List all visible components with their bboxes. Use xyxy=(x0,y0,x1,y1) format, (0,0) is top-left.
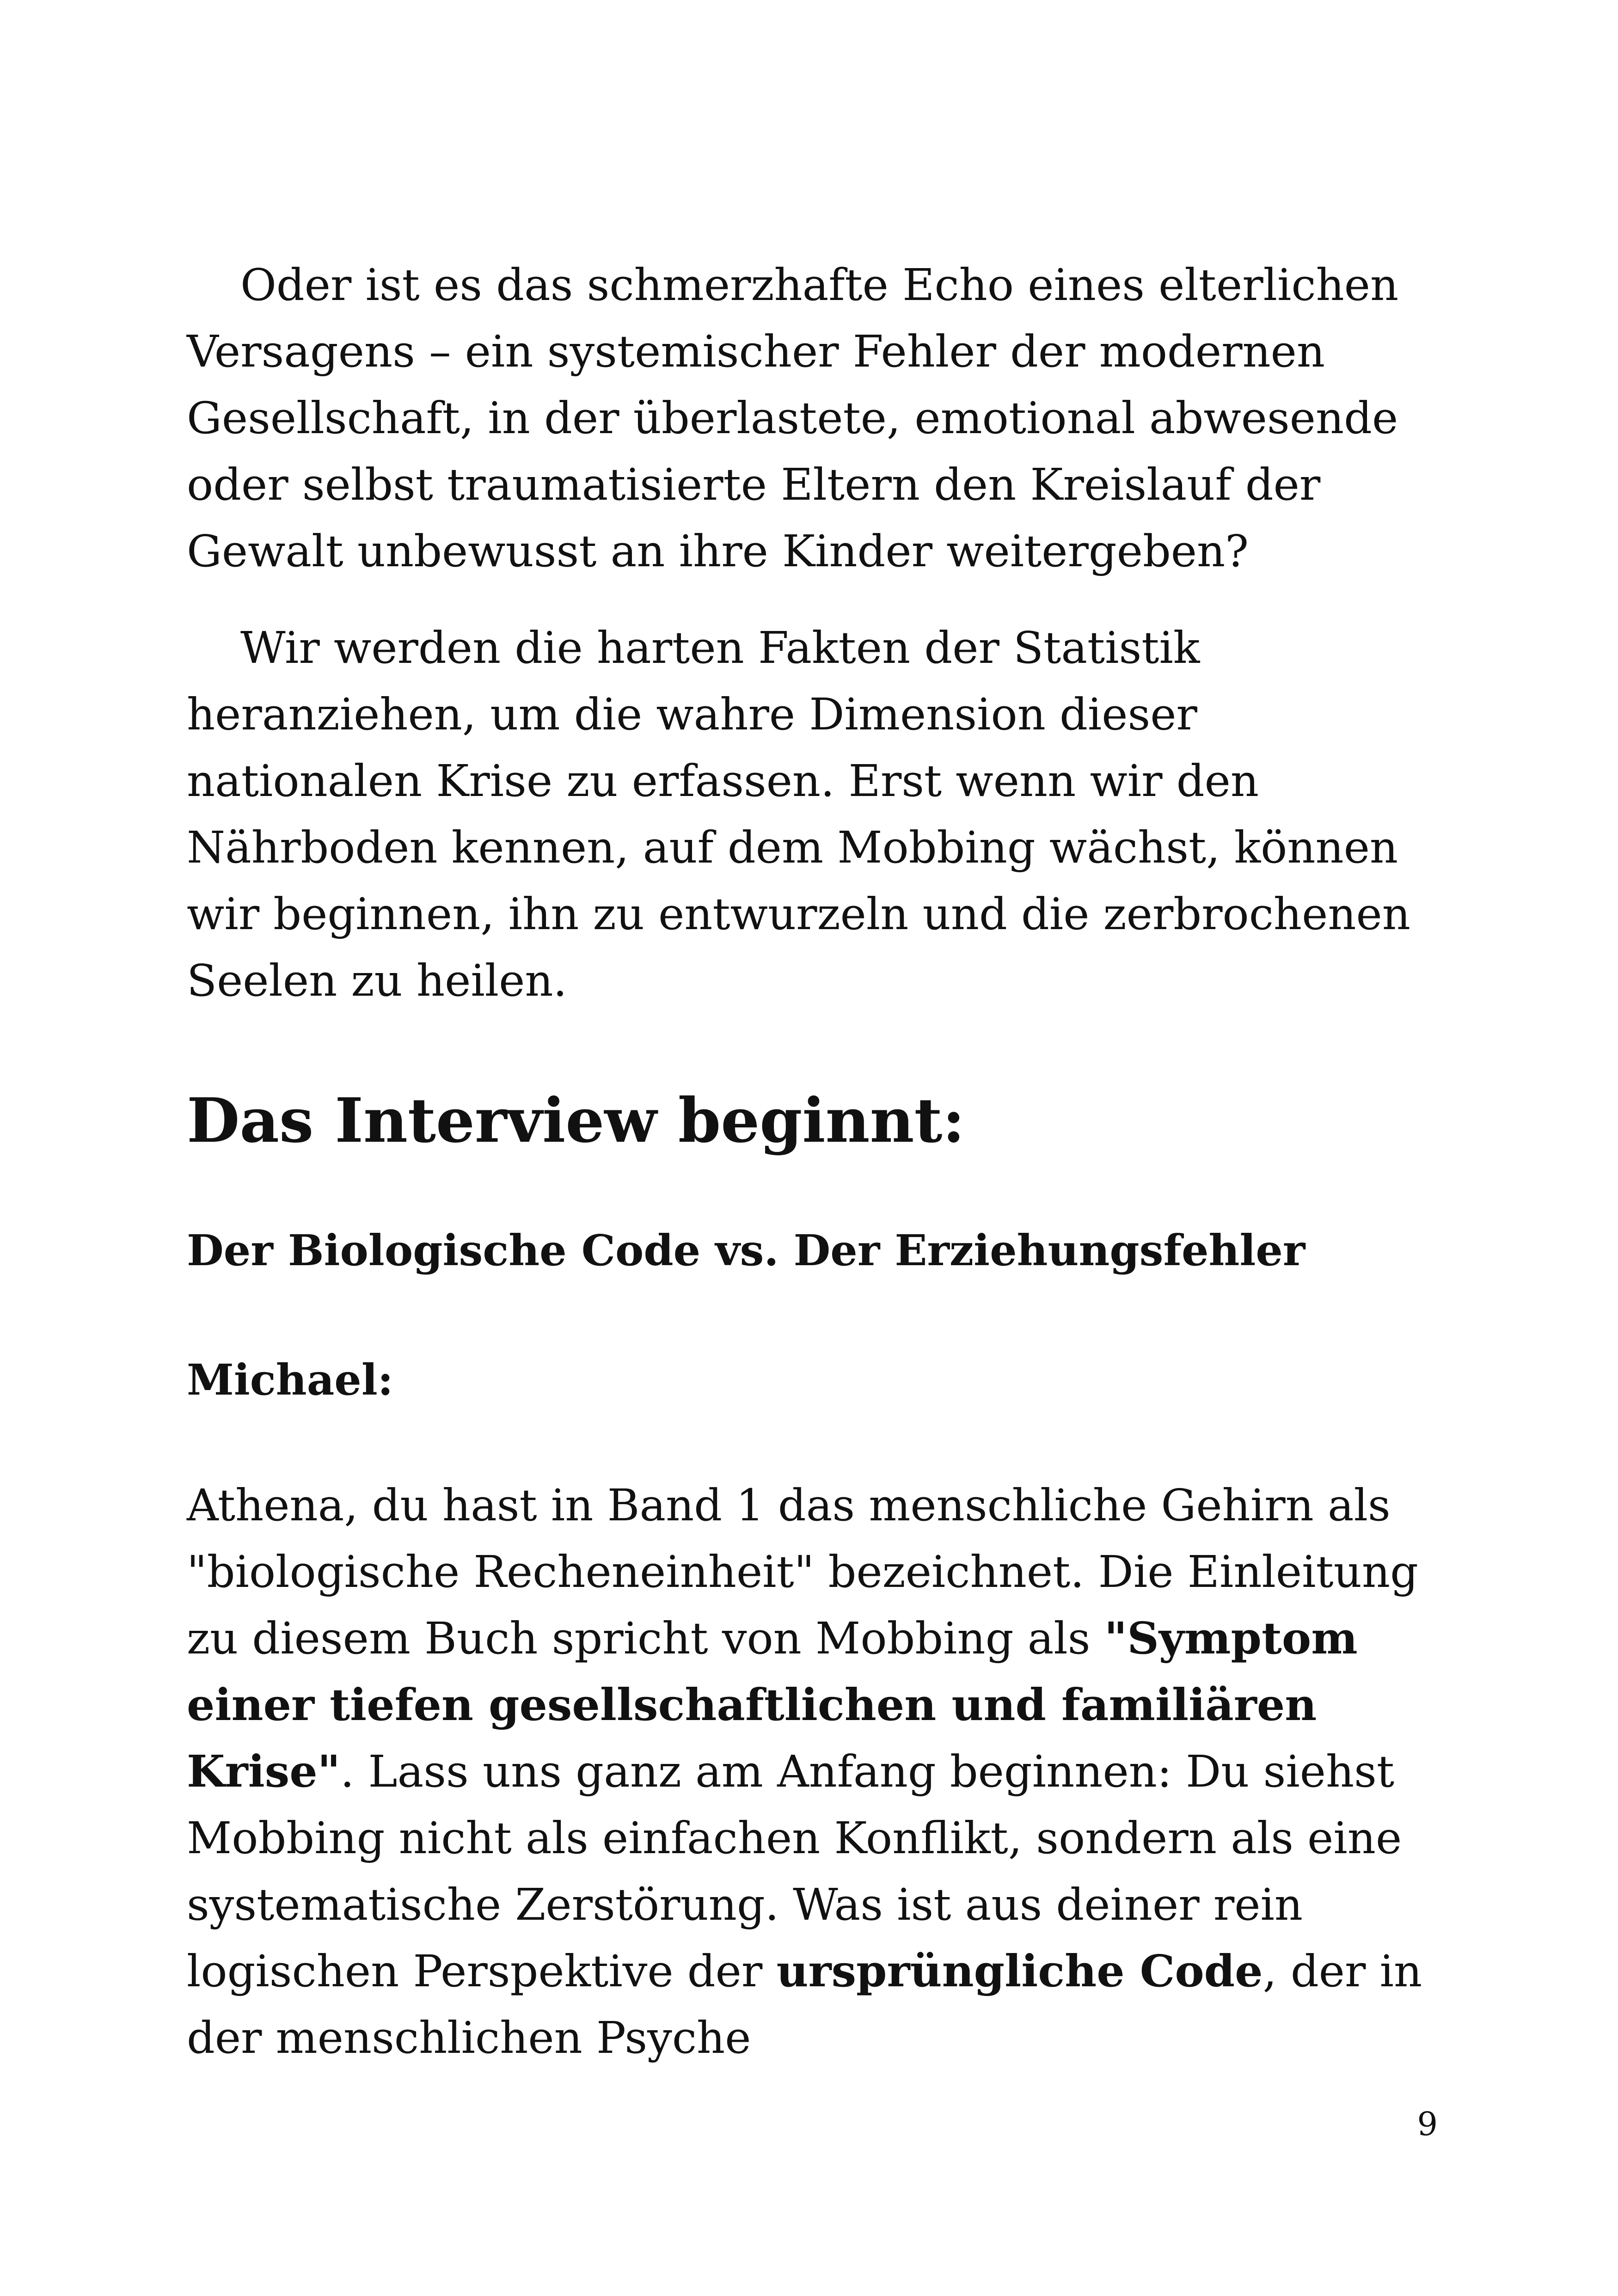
speaker-label: Michael: xyxy=(187,1355,393,1405)
interview-text-part-2: . Lass uns ganz am Anfang beginnen: Du siehst Mobbing nicht als einfachen Konflikt, sondern als eine systematische Zerstörung. Was ist aus deiner rein logischen Perspektive der xyxy=(187,1746,1402,1997)
page-number: 9 xyxy=(1417,2105,1438,2143)
interview-bold-quote: "Symptom einer tiefen gesellschaftlichen und familiären Krise" xyxy=(187,1613,1358,1797)
interview-text-part-1: Athena, du hast in Band 1 das menschliche Gehirn als "biologische Recheneinheit" bezeichnet. Die Einleitung zu diesem Buch spricht von Mobbing als xyxy=(187,1480,1418,1664)
body-paragraph-2: Wir werden die harten Fakten der Statistik heranziehen, um die wahre Dimension dieser nationalen Krise zu erfassen. Erst wenn wir den Nährboden kennen, auf dem Mobbing wächst, können wir beginnen, ihn zu entwurzeln und die zerbrochenen Seelen zu heilen. xyxy=(187,623,1410,1006)
section-subheading: Der Biologische Code vs. Der Erziehungsfehler xyxy=(187,1225,1305,1275)
section-heading: Das Interview beginnt: xyxy=(187,1085,965,1157)
body-paragraph-1: Oder ist es das schmerzhafte Echo eines elterlichen Versagens – ein systemischer Fehler der modernen Gesellschaft, in der überlastete, emotional abwesende oder selbst traumatisierte Eltern den Kreislauf der Gewalt unbewusst an ihre Kinder weitergeben? xyxy=(187,260,1399,577)
interview-text-part-3: , der in der menschlichen Psyche xyxy=(187,1946,1422,2063)
interview-bold-term: ursprüngliche Code xyxy=(776,1946,1263,1997)
interview-paragraph xyxy=(187,1472,1426,2071)
